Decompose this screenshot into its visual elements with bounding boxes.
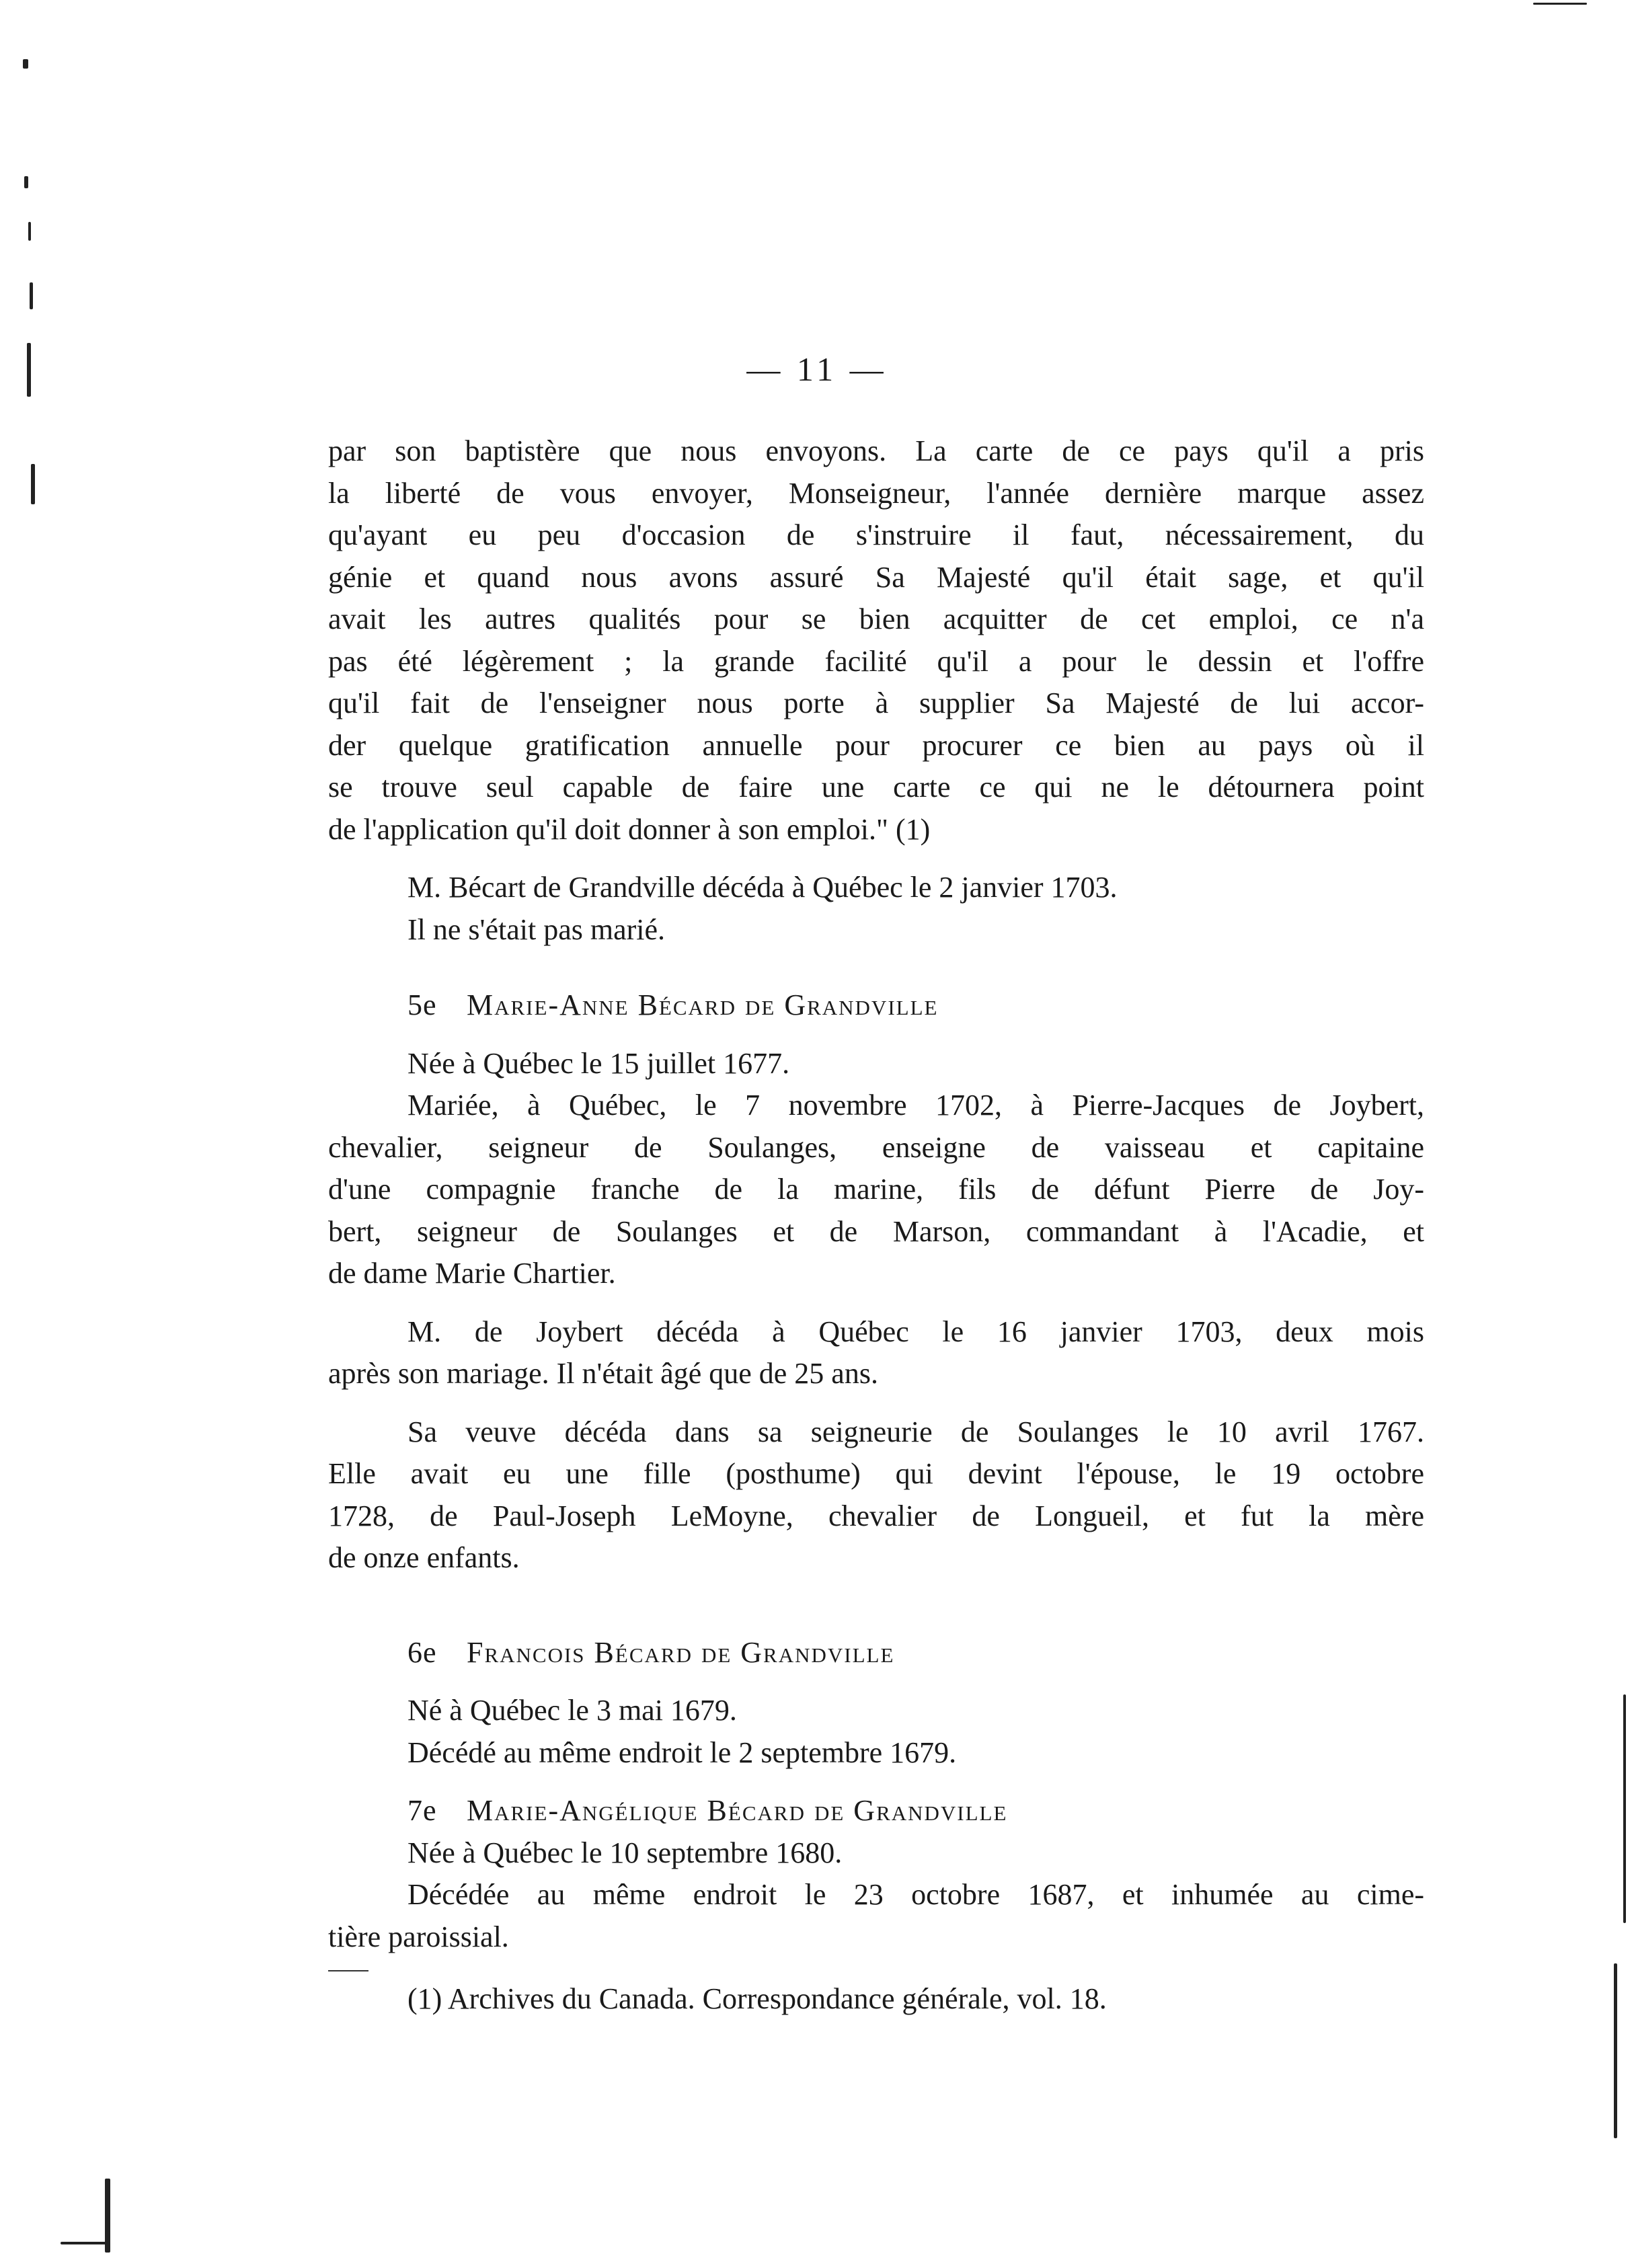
heading-number: 5e <box>407 988 437 1021</box>
scan-speck <box>1614 1963 1617 2138</box>
paragraph-letter-quote <box>328 430 1424 851</box>
text-line: qu'il fait de l'enseigner nous porte à supplier Sa Majesté de lui accor- <box>328 687 1424 719</box>
text-line: der quelque gratification annuelle pour procurer ce bien au pays où il <box>328 728 1424 762</box>
scan-speck <box>24 176 28 188</box>
text-line: M. de Joybert décéda à Québec le 16 janvier 1703, deux mois <box>407 1315 1424 1348</box>
section-heading-5 <box>328 984 1424 1027</box>
paragraph-death-becart <box>328 867 1424 951</box>
heading-number: 6e <box>407 1635 437 1669</box>
section-heading-7 <box>328 1790 1424 1832</box>
text-line: bert, seigneur de Soulanges et de Marson, commandant à l'Acadie, et <box>328 1214 1424 1248</box>
page-number: — 11 — <box>746 350 888 388</box>
scan-speck <box>1623 1694 1626 1923</box>
text-line: Sa veuve décéda dans sa seigneurie de Soulanges le 10 avril 1767. <box>407 1415 1424 1448</box>
heading-name: Marie-Angélique Bécard de Grandville <box>467 1794 1008 1827</box>
text-line: Née à Québec le 15 juillet 1677. <box>407 1046 790 1080</box>
text-line: Elle avait eu une fille (posthume) qui devint l'épouse, le 19 octobre <box>328 1457 1424 1490</box>
text-line: Il ne s'était pas marié. <box>407 912 666 946</box>
scan-speck <box>28 222 31 241</box>
scan-speck <box>30 282 33 309</box>
paragraph-marie-angelique <box>328 1832 1424 1959</box>
text-line: la liberté de vous envoyer, Monseigneur, l'année dernière marque assez <box>328 476 1424 510</box>
text-line: génie et quand nous avons assuré Sa Majesté qu'il était sage, et qu'il <box>328 560 1424 594</box>
text-line: par son baptistère que nous envoyons. La carte de ce pays qu'il a pris <box>328 434 1424 467</box>
heading-number: 7e <box>407 1794 437 1827</box>
paragraph-death-joybert <box>328 1311 1424 1395</box>
text-line: qu'ayant eu peu d'occasion de s'instruire il faut, nécessairement, du <box>328 518 1424 551</box>
page-body <box>328 430 1424 2021</box>
scan-speck <box>61 2242 108 2244</box>
heading-name: Francois Bécard de Grandville <box>467 1635 895 1669</box>
text-line: se trouve seul capable de faire une carte ce qui ne le détournera point <box>328 771 1424 804</box>
scan-speck <box>1533 3 1587 5</box>
paragraph-francois <box>328 1690 1424 1774</box>
text-line: de onze enfants. <box>328 1541 520 1574</box>
text-line: Né à Québec le 3 mai 1679. <box>407 1694 737 1727</box>
text-line: Décédée au même endroit le 23 octobre 1687, et inhumée au cime- <box>407 1878 1424 1911</box>
footnote-rule <box>328 1970 368 1971</box>
text-line: M. Bécart de Grandville décéda à Québec le 2 janvier 1703. <box>407 871 1118 904</box>
scan-speck <box>23 59 28 69</box>
text-line: après son mariage. Il n'était âgé que de 25 ans. <box>328 1357 878 1390</box>
scan-speck <box>31 464 35 504</box>
text-line: 1728, de Paul-Joseph LeMoyne, chevalier de Longueil, et fut la mère <box>328 1499 1424 1532</box>
text-line: Née à Québec le 10 septembre 1680. <box>407 1836 843 1869</box>
text-line: d'une compagnie franche de la marine, fils de défunt Pierre de Joy- <box>328 1173 1424 1206</box>
text-line: Mariée, à Québec, le 7 novembre 1702, à Pierre-Jacques de Joybert, <box>407 1089 1424 1122</box>
text-line: de l'application qu'il doit donner à son emploi." (1) <box>328 812 931 846</box>
text-line: avait les autres qualités pour se bien acquitter de cet emploi, ce n'a <box>328 602 1424 635</box>
text-line: tière paroissial. <box>328 1920 509 1953</box>
paragraph-marriage <box>328 1085 1424 1295</box>
heading-name: Marie-Anne Bécard de Grandville <box>467 988 939 1021</box>
text-line: pas été légèrement ; la grande facilité qu'il a pour le dessin et l'offre <box>328 644 1424 678</box>
paragraph-birth-marie-anne <box>328 1043 1424 1085</box>
text-line: de dame Marie Chartier. <box>328 1257 616 1290</box>
footnote: (1) Archives du Canada. Correspondance générale, vol. 18. <box>407 1982 1107 2015</box>
section-heading-6 <box>328 1632 1424 1674</box>
paragraph-widow <box>328 1411 1424 1579</box>
text-line: chevalier, seigneur de Soulanges, enseigne de vaisseau et capitaine <box>328 1130 1424 1164</box>
text-line: Décédé au même endroit le 2 septembre 1679. <box>407 1735 957 1769</box>
